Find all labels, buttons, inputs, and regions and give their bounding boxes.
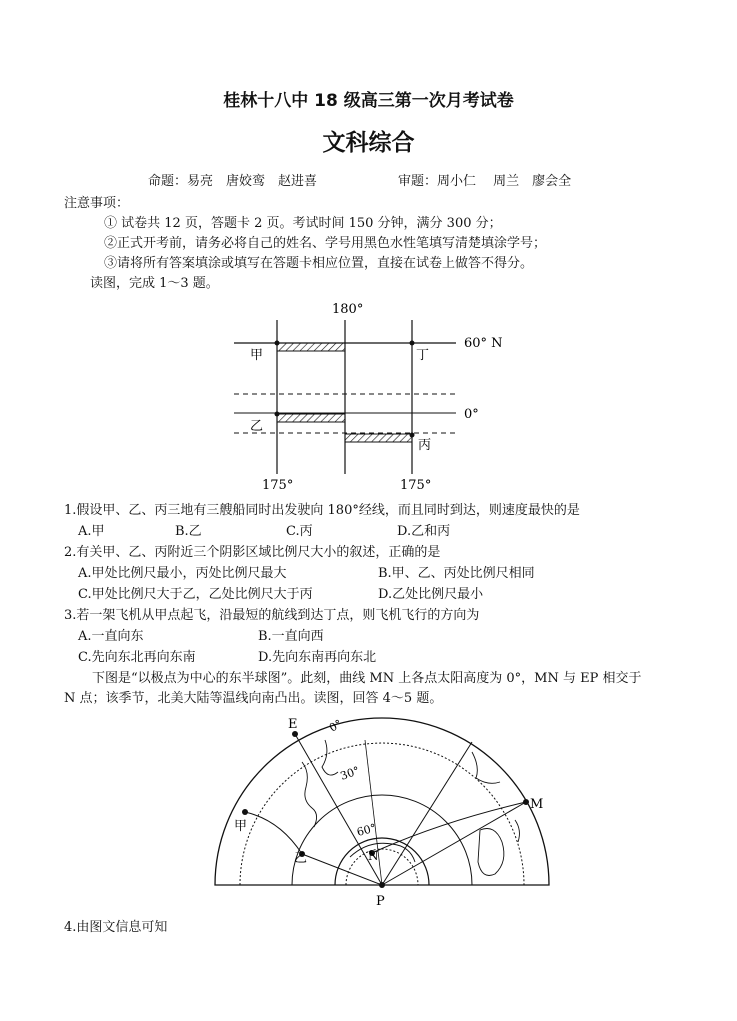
label-e: E — [288, 717, 298, 732]
outer-hemisphere — [215, 718, 549, 885]
label-bing: 丙 — [418, 438, 432, 453]
q1-option-d: D.乙和丙 — [397, 524, 451, 539]
point-p — [379, 882, 385, 888]
subject-title: 文科综合 — [322, 130, 415, 156]
intro-2-line-2: N 点；该季节，北美大陆等温线向南凸出。读图，回答 4～5 题。 — [64, 691, 443, 706]
australia-outline — [478, 829, 504, 876]
point-jia-2 — [242, 809, 248, 815]
intro-2-line-1: 下图是“以极点为中心的东半球图”。此刻，曲线 MN 上各点太阳高度为 0°，MN 与 EP 相交于 — [92, 671, 642, 686]
q3-option-c: C.先向东北再向东南 — [78, 650, 196, 665]
q3-option-b: B.一直向西 — [258, 629, 324, 644]
point-m — [523, 799, 529, 805]
label-jia-2: 甲 — [234, 819, 248, 834]
q1-option-b: B.乙 — [175, 524, 202, 539]
coastline-right-top — [472, 752, 500, 783]
label-60n: 60° N — [464, 336, 503, 351]
label-m: M — [530, 797, 544, 812]
coastline-left — [302, 762, 317, 827]
radial-mid — [365, 740, 382, 885]
q3-option-d: D.先向东南再向东北 — [258, 650, 377, 665]
q2-option-b: B.甲、乙、丙处比例尺相同 — [378, 566, 535, 581]
intro-1: 读图，完成 1～3 题。 — [90, 276, 219, 291]
figure-2-polar-map — [210, 712, 570, 912]
label-deg60: 60° — [355, 821, 378, 839]
q2-option-c: C.甲处比例尺大于乙，乙处比例尺大于丙 — [78, 587, 313, 602]
dotted-circle-outer — [240, 743, 524, 885]
label-ding: 丁 — [416, 348, 430, 363]
notice-item-2: ②正式开考前，请务必将自己的姓名、学号用黑色水性笔填写清楚填涂学号； — [104, 236, 547, 251]
circle-30 — [292, 795, 472, 885]
label-p: P — [376, 894, 385, 909]
q2-option-d: D.乙处比例尺最小 — [378, 587, 484, 602]
coastline-top — [322, 740, 338, 775]
notice-heading: 注意事项： — [64, 196, 130, 211]
exam-title: 桂林十八中 18 级高三第一次月考试卷 — [223, 91, 514, 111]
figure-1-graticule — [220, 296, 520, 496]
question-3-stem: 3.若一架飞机从甲点起飞，沿最短的航线到达丁点，则飞机飞行的方向为 — [64, 608, 480, 623]
point-yi — [275, 412, 280, 417]
label-n: N — [368, 849, 379, 863]
q1-option-a: A.甲 — [78, 524, 105, 539]
dotted-circle-inner — [346, 849, 418, 885]
shaded-area-yi — [277, 414, 345, 422]
q3-option-a: A.一直向东 — [78, 629, 144, 644]
notice-item-1: ① 试卷共 12 页，答题卡 2 页。考试时间 150 分钟，满分 300 分； — [104, 216, 502, 231]
label-yi-2: 乙 — [294, 851, 308, 866]
point-jia — [275, 341, 280, 346]
authors-line: 命题：易亮 唐姣鸾 赵进喜 — [148, 174, 318, 189]
notice-item-3: ③请将所有答案填涂或填写在答题卡相应位置，直接在试卷上做答不得分。 — [104, 256, 534, 271]
label-deg0: 0° — [327, 717, 345, 735]
label-deg30: 30° — [338, 763, 362, 783]
q1-option-c: C.丙 — [286, 524, 313, 539]
label-equator: 0° — [464, 407, 479, 422]
q2-option-a: A.甲处比例尺最小，丙处比例尺最大 — [78, 566, 287, 581]
label-jia: 甲 — [250, 348, 264, 363]
reviewers-line: 审题：周小仁 周兰 廖会全 — [398, 174, 572, 189]
label-175-left: 175° — [262, 478, 294, 493]
label-175-right: 175° — [400, 478, 432, 493]
label-180: 180° — [332, 302, 364, 317]
label-yi: 乙 — [250, 419, 264, 434]
point-bing — [410, 433, 415, 438]
question-2-stem: 2.有关甲、乙、丙附近三个阴影区域比例尺大小的叙述，正确的是 — [64, 545, 441, 560]
radial-ne — [382, 742, 472, 885]
question-4-stem: 4.由图文信息可知 — [64, 920, 168, 935]
question-1-stem: 1.假设甲、乙、丙三地有三艘船同时出发驶向 180°经线，而且同时到达，则速度最快的是 — [64, 503, 580, 518]
shaded-area-bing — [345, 434, 412, 442]
shaded-area-jia — [277, 343, 345, 351]
point-ding — [410, 341, 415, 346]
nz-outline — [515, 820, 519, 842]
path-jia — [245, 812, 302, 854]
